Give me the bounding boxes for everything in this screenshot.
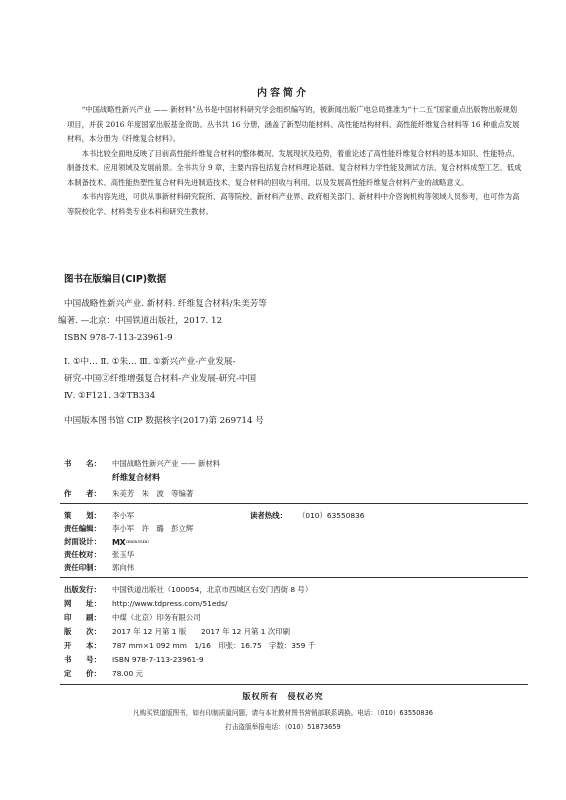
- hotline-number: （010）63550836: [298, 511, 365, 520]
- editor-label: 责任编辑：: [64, 524, 101, 533]
- copyright-notice: 凡购买铁道版图书，如有印制质量问题，请与本社教材图书营销部联系调换。电话：（010）63550836: [132, 709, 433, 717]
- cip-line: Ⅰ. ①中… Ⅱ. ①朱… Ⅲ. ①新兴产业-产业发展-: [64, 357, 236, 368]
- book-name-row: [64, 458, 220, 469]
- edition-info: 2017 年 12 月第 1 版 2017 年 12 月第 1 次印刷: [112, 627, 291, 636]
- proofreader-name: 张玉华: [112, 550, 135, 559]
- proofreader-row: [64, 549, 134, 560]
- proofreader-label: 责任校对：: [64, 550, 101, 559]
- divider: [60, 684, 528, 685]
- publisher-row: [64, 584, 312, 595]
- cip-heading: 图书在版编目(CIP)数据: [64, 274, 167, 285]
- author-row: [64, 488, 193, 499]
- planner-name: 李小军: [112, 511, 135, 520]
- cip-line: 研究-中国②纤维增强复合材料-产业发展-研究-中国: [64, 374, 257, 385]
- printer-row: [64, 612, 201, 623]
- format-info: 787 mm×1 092 mm 1/16 印张：16.75 字数：359 千: [112, 641, 316, 650]
- hotline-row: [250, 510, 365, 521]
- print-supervisor-name: 郭向伟: [112, 563, 135, 572]
- book-name: 纤维复合材料: [112, 473, 160, 482]
- divider: [60, 577, 528, 578]
- planner-label: 策 划：: [64, 511, 101, 520]
- printer-name: 中煤（北京）印务有限公司: [112, 613, 201, 622]
- author-label: 作 者：: [64, 489, 101, 498]
- cip-line: 编著. —北京：中国铁道出版社，2017. 12: [58, 315, 223, 326]
- hotline-label: 读者热线：: [250, 511, 287, 520]
- print-supervisor-label: 责任印制：: [64, 563, 101, 572]
- cover-design-label: 封面设计：: [64, 537, 101, 546]
- price-value: 78.00 元: [112, 669, 143, 678]
- url-label: 网 址：: [64, 599, 101, 608]
- page-title: 内容简介: [257, 88, 309, 99]
- edition-row: [64, 626, 290, 637]
- printer-label: 印 刷：: [64, 613, 101, 622]
- divider: [60, 503, 528, 504]
- isbn-label: 书 号：: [64, 655, 101, 664]
- book-name-label: 书 名：: [64, 459, 101, 468]
- isbn-number: ISBN 978-7-113-23961-9: [112, 655, 204, 664]
- url-row: [64, 598, 227, 609]
- format-row: [64, 640, 315, 651]
- price-label: 定 价：: [64, 669, 101, 678]
- cip-line: ISBN 978-7-113-23961-9: [64, 332, 173, 343]
- website-url: http://www.tdpress.com/51eds/: [112, 599, 228, 608]
- mx-design-logo: MXDESIGN STUDIO: [112, 537, 149, 547]
- piracy-report-line: 打击盗版举报电话：（010）51873659: [225, 723, 341, 731]
- copyright-title: 版权所有 侵权必究: [242, 692, 324, 701]
- editor-row: [64, 523, 193, 534]
- print-supervisor-row: [64, 562, 134, 573]
- cip-block: [58, 296, 524, 430]
- edition-label: 版 次：: [64, 627, 101, 636]
- cover-design-row: [64, 536, 148, 547]
- planner-row: [64, 510, 134, 521]
- summary-paragraph: 本书比较全面地反映了目前高性能纤维复合材料的整体概况、发展现状及趋势，着重论述了高性能纤维复合材料的基本知识、性能特点、制备技术、应用领域及发展前景。全书共分 9 章，主要内容包括复合材料理论基础、复合材料力学性能及测试方法、复合材料成型工艺、低成本制备技术、高性能热塑性复合材料先进制造技术、复合材料的回收与利用，以及发展高性能纤维复合材料产业的战略意义。: [67, 148, 522, 187]
- isbn-row: [64, 654, 204, 665]
- publisher-name: 中国铁道出版社（100054，北京市西城区右安门西街 8 号）: [112, 585, 313, 594]
- price-row: [64, 668, 143, 679]
- format-label: 开 本：: [64, 641, 101, 650]
- editor-names: 李小军 许 璐 彭立辉: [112, 524, 194, 533]
- cip-record: 中国版本图书馆 CIP 数据核字(2017)第 269714 号: [64, 415, 264, 426]
- author-names: 朱美芳 朱 波 等编著: [112, 489, 194, 498]
- publisher-label: 出版发行：: [64, 585, 101, 594]
- book-summary: [67, 103, 522, 219]
- cip-line: Ⅳ. ①F121. 3②TB334: [64, 390, 156, 401]
- summary-paragraph: “中国战略性新兴产业 —— 新材料”丛书是中国材料研究学会组织编写的，被新闻出版广电总局推准为“十二五”国家重点出版物出版规划项目，并获 2016 年度国家出版基金资助。丛书共 16 分册，涵盖了新型功能材料、高性能结构材料、高性能纤维复合材料等 16 种重点发展材料，本分册为《纤维复合材料》。: [67, 105, 520, 143]
- series-name: 中国战略性新兴产业 —— 新材料: [112, 459, 221, 468]
- cip-line: 中国战略性新兴产业. 新材料. 纤维复合材料/朱美芳等: [64, 299, 267, 309]
- summary-paragraph: 本书内容先进，可供从事新材料研究院所、高等院校、新材料产业界、政府相关部门、新材料中介咨询机构等领域人员参考，也可作为高等院校化学、材料类专业本科和研究生教材。: [67, 192, 520, 216]
